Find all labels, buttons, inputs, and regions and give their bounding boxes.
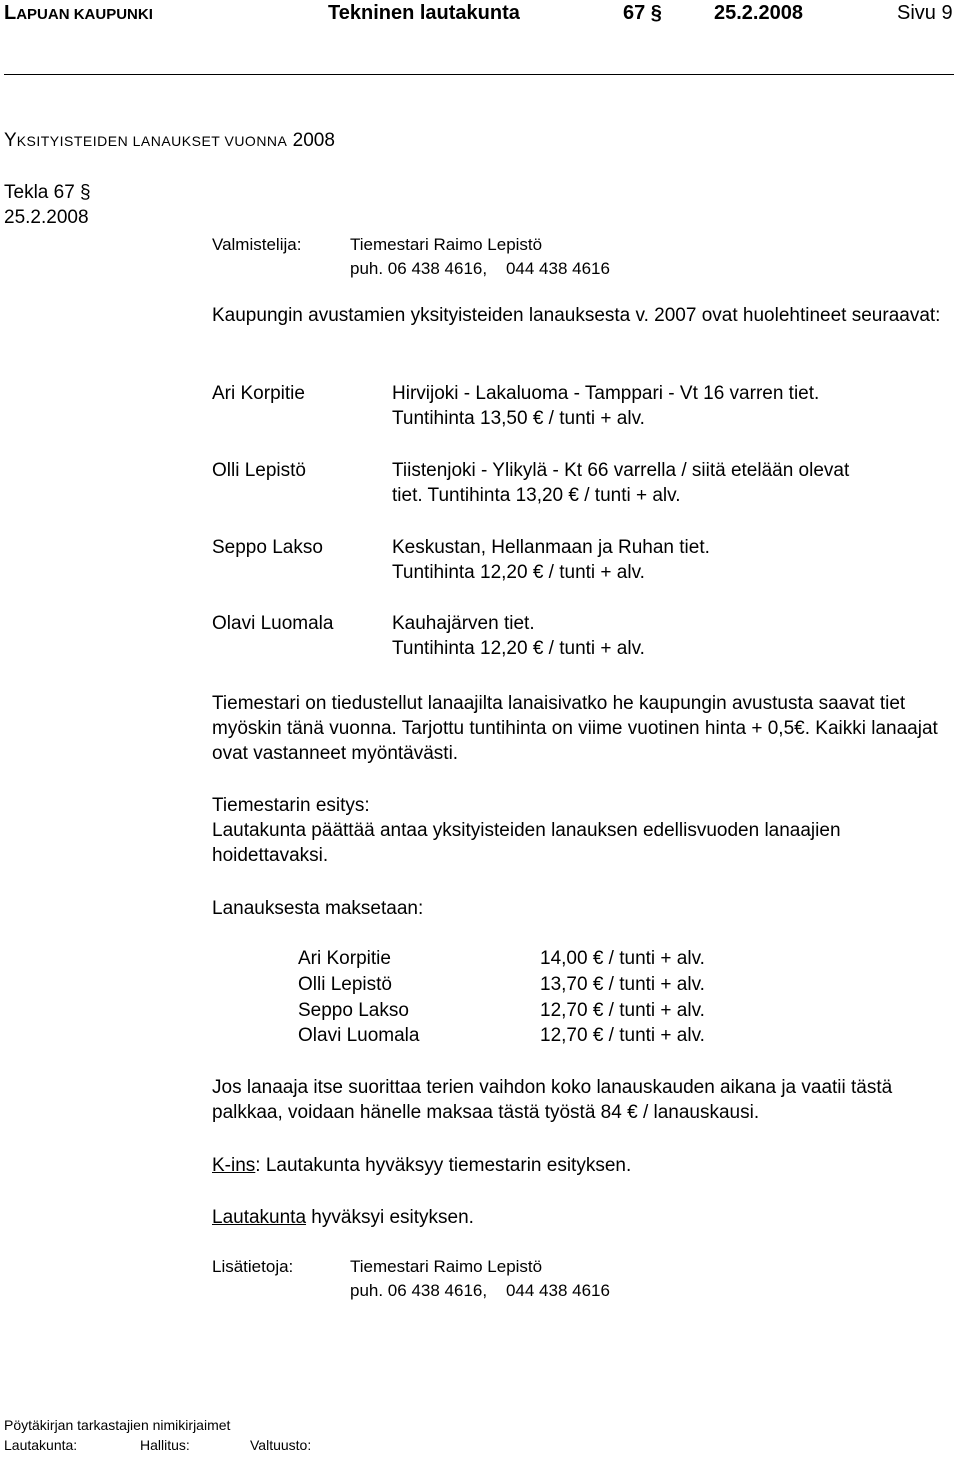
proposal-label: Tiemestarin esitys:	[212, 795, 370, 816]
contractor-roads: Tiistenjoki - Ylikylä - Kt 66 varrella / siitä etelään olevat	[392, 460, 850, 481]
subject-rest: KSITYISTEIDEN LANAUKSET VUONNA	[16, 133, 288, 149]
payments-label: Lanauksesta maksetaan:	[212, 898, 424, 919]
contractor-roads: Keskustan, Hellanmaan ja Ruhan tiet.	[392, 537, 710, 558]
board-decision	[212, 1205, 474, 1230]
contractor-rate: Tuntihinta 12,20 € / tunti + alv.	[392, 562, 645, 583]
page-number: Sivu 9	[897, 2, 953, 24]
inquiry-paragraph: Tiemestari on tiedustellut lanaajilta lanaisivatko he kaupungin avustusta saavat tiet myöskin tänä vuonna. Tarjottu tuntihinta on viime vuotinen hinta + 0,5€. Kaikki lanaajat ovat vastanneet myöntävästi.	[212, 693, 938, 764]
document-subject	[4, 128, 335, 154]
preparer-name: Tiemestari Raimo Lepistö	[350, 235, 543, 254]
decision-text: hyväksyi esityksen.	[306, 1207, 474, 1228]
intro-paragraph: Kaupungin avustamien yksityisteiden lanauksesta v. 2007 ovat huolehtineet seuraavat:	[212, 305, 941, 326]
payment-name: Olli Lepistö	[298, 974, 392, 995]
meeting-reference-date: 25.2.2008	[4, 207, 89, 228]
footer-hallitus: Hallitus:	[140, 1437, 190, 1453]
footer-initials-label: Pöytäkirjan tarkastajien nimikirjaimet	[4, 1417, 231, 1433]
header-divider	[4, 74, 954, 75]
payment-rate: 14,00 € / tunti + alv.	[540, 948, 705, 969]
payment-rate: 13,70 € / tunti + alv.	[540, 974, 705, 995]
footer-valtuusto: Valtuusto:	[250, 1437, 312, 1453]
preparer-label: Valmistelija:	[212, 235, 302, 254]
contractor-rate: tiet. Tuntihinta 13,20 € / tunti + alv.	[392, 485, 681, 506]
kins-text: : Lautakunta hyväksyy tiemestarin esityksen.	[255, 1155, 632, 1176]
subject-initial: Y	[4, 130, 17, 151]
payment-name: Olavi Luomala	[298, 1025, 420, 1046]
board-name: Tekninen lautakunta	[328, 2, 520, 24]
decision-label: Lautakunta	[212, 1207, 307, 1228]
footer-lautakunta: Lautakunta:	[4, 1437, 78, 1453]
blade-change-note: Jos lanaaja itse suorittaa terien vaihdon koko lanauskauden aikana ja vaatii tästä palkkaa, voidaan hänelle maksaa tästä työstä 84 € / lanauskausi.	[212, 1077, 893, 1123]
contractor-name: Seppo Lakso	[212, 537, 323, 558]
contractor-rate: Tuntihinta 13,50 € / tunti + alv.	[392, 408, 645, 429]
payment-name: Ari Korpitie	[298, 948, 391, 969]
contractor-roads: Hirvijoki - Lakaluoma - Tamppari - Vt 16 varren tiet.	[392, 383, 820, 404]
payment-name: Seppo Lakso	[298, 1000, 409, 1021]
organization-name	[4, 0, 153, 28]
preparer-phone: puh. 06 438 4616, 044 438 4616	[350, 259, 610, 278]
kins-proposal	[212, 1153, 631, 1178]
contractor-rate: Tuntihinta 12,20 € / tunti + alv.	[392, 638, 645, 659]
payment-rate: 12,70 € / tunti + alv.	[540, 1000, 705, 1021]
contractor-roads: Kauhajärven tiet.	[392, 613, 535, 634]
payment-rate: 12,70 € / tunti + alv.	[540, 1025, 705, 1046]
info-name: Tiemestari Raimo Lepistö	[350, 1257, 543, 1276]
subject-year: 2008	[292, 130, 335, 151]
org-initial: L	[4, 2, 17, 24]
contractor-name: Olli Lepistö	[212, 460, 306, 481]
contractor-name: Olavi Luomala	[212, 613, 334, 634]
proposal-text: Lautakunta päättää antaa yksityisteiden lanauksen edellisvuoden lanaajien hoidettavaksi.	[212, 820, 841, 866]
meeting-date: 25.2.2008	[714, 2, 803, 24]
info-label: Lisätietoja:	[212, 1257, 294, 1276]
info-phone: puh. 06 438 4616, 044 438 4616	[350, 1281, 610, 1300]
section-number: 67 §	[623, 2, 662, 24]
contractor-name: Ari Korpitie	[212, 383, 305, 404]
kins-label: K-ins	[212, 1155, 256, 1176]
org-rest: APUAN KAUPUNKI	[16, 6, 153, 23]
meeting-reference: Tekla 67 §	[4, 182, 91, 203]
